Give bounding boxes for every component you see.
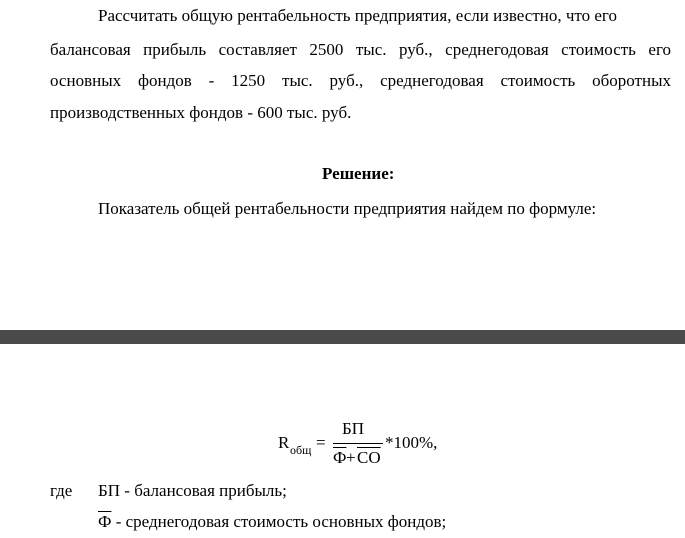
- formula-r-subscript: общ: [290, 443, 312, 457]
- problem-line-3: основных фондов - 1250 тыс. руб., среднегодовая стоимость оборотных: [50, 71, 671, 90]
- formula-denominator-plus: +: [346, 448, 356, 467]
- formula-denominator-f: Ф: [333, 448, 347, 467]
- page-divider: [0, 330, 685, 344]
- formula-r-symbol: R: [278, 433, 290, 452]
- legend-bp-row: [98, 481, 287, 501]
- solution-intro: Показатель общей рентабельности предприятия найдем по формуле:: [98, 199, 597, 218]
- fraction-bar: [333, 443, 383, 444]
- legend-f-symbol: Ф: [98, 512, 112, 531]
- problem-line-4: производственных фондов - 600 тыс. руб.: [50, 103, 352, 122]
- legend-where: где: [50, 481, 73, 500]
- problem-line-1: Рассчитать общую рентабельность предприятия, если известно, что его: [98, 6, 617, 25]
- formula-denominator-co: СО: [357, 448, 381, 467]
- legend-bp-text: - балансовая прибыль;: [120, 481, 287, 500]
- problem-line-2: балансовая прибыль составляет 2500 тыс. руб., среднегодовая стоимость его: [50, 40, 671, 59]
- legend-f-text: - среднегодовая стоимость основных фондов;: [111, 512, 447, 531]
- solution-heading: Решение:: [322, 164, 395, 183]
- formula-numerator: БП: [342, 419, 365, 438]
- formula-equals: =: [316, 433, 326, 452]
- legend-f-row: [98, 512, 446, 532]
- legend-bp-symbol: БП: [98, 481, 121, 500]
- formula-multiplier: *100%,: [385, 433, 438, 452]
